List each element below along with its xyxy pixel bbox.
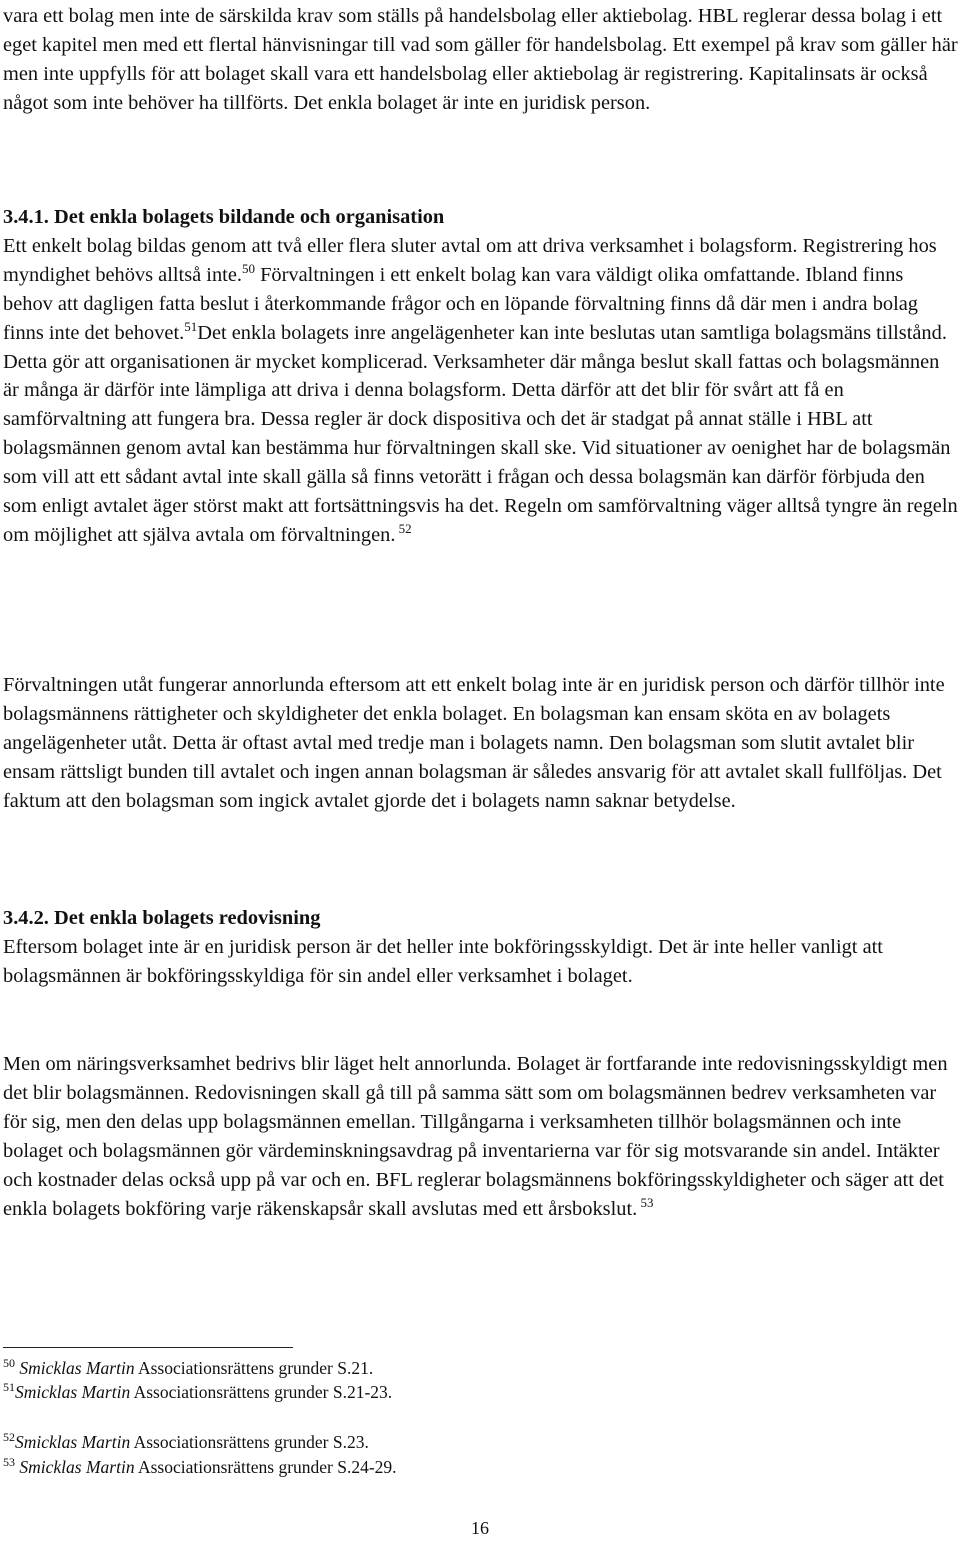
section-3-4-1 [3, 203, 958, 550]
paragraph-text: Ett enkelt bolag bildas genom att två eller flera sluter avtal om att driva verksamhet i bolagsform. Registrering hos myndighet behövs alltså inte. [3, 234, 937, 286]
section-3-4-2-paragraph-2 [3, 1050, 958, 1223]
footnote-author: Smicklas Martin [19, 1457, 135, 1477]
section-3-4-1-paragraph-2 [3, 671, 958, 816]
section-heading-3-4-2: 3.4.2. Det enkla bolagets redovisning [3, 907, 321, 929]
intro-paragraph [3, 2, 958, 118]
section-3-4-2 [3, 904, 958, 991]
footnote-50 [3, 1356, 903, 1380]
footnote-author: Smicklas Martin [15, 1432, 131, 1452]
footnote-ref-53[interactable]: 53 [637, 1194, 654, 1210]
footnote-separator [3, 1347, 293, 1348]
paragraph-text: Men om näringsverksamhet bedrivs blir läget helt annorlunda. Bolaget är fortfarande inte redovisningsskyldigt men det blir bolagsmännen. Redovisningen skall gå till på samma sätt som om bolagsmännen bedrev verksamheten var för sig, men den delas upp bolagsmännen emellan. Tillgångarna i verksamheten tillhör bolagsmännen och inte bolaget och bolagsmännen gör värdeminskningsavdrag på inventarierna var för sig motsvarande sin andel. Intäkter och kostnader delas också upp på var och en. BFL reglerar bolagsmännens bokföringsskyldigheter och säger att det enkla bolagets bokföring varje räkenskapsår skall avslutas med ett årsbokslut. [3, 1053, 948, 1220]
footnote-author: Smicklas Martin [19, 1358, 135, 1378]
footnote-text: Associationsrättens grunder S.24-29. [134, 1457, 397, 1477]
intro-text-1: vara ett bolag men inte de särskilda krav som ställs på handelsbolag eller aktiebolag. HBL reglerar dessa bolag i ett eget kapitel men med ett flertal hänvisningar till vad som gäller för handelsbolag. [3, 5, 943, 56]
section-heading-3-4-1: 3.4.1. Det enkla bolagets bildande och organisation [3, 206, 445, 228]
footnote-text: Associationsrättens grunder S.23. [130, 1432, 369, 1452]
footnote-text: Associationsrättens grunder S.21. [134, 1358, 374, 1378]
footnote-number: 53 [3, 1455, 15, 1469]
footnote-ref-52[interactable]: 52 [395, 520, 412, 536]
footnote-ref-50[interactable]: 50 [241, 260, 255, 276]
paragraph-text: Förvaltningen utåt fungerar annorlunda eftersom att ett enkelt bolag inte är en juridisk person och därför tillhör inte bolagsmännens rättigheter och skyldigheter det enkla bolaget. En bolagsman kan ensam sköta en av bolagets angelägenheter utåt. Detta är oftast avtal med tredje man i bolagets namn. Den bolagsman som slutit avtalet blir ensam rättsligt bunden till avtalet och ingen annan bolagsman är således ansvarig för att avtalet skall fullföljas. Det faktum att den bolagsman som ingick avtalet gjorde det i bolagets namn saknar betydelse. [3, 674, 945, 812]
footnote-number: 52 [3, 1430, 15, 1444]
paragraph-text: Det enkla bolagets inre angelägenheter kan inte beslutas utan samtliga bolagsmäns tillstånd. Detta gör att organisationen är mycket komplicerad. Verksamheter där många beslut skall fattas och bolagsmännen är många är därför inte lämpliga att driva i denna bolagsform. Detta därför att det blir för svårt att få en samförvaltning att fungera bra. Dessa regler är dock dispositiva och det är stadgat på annat ställe i HBL att bolagsmännen genom avtal kan bestämma hur förvaltningen skall ske. Vid situationer av oenighet har de bolagsmän som vill att ett sådant avtal inte skall gälla så finns vetorätt i frågan och dessa bolagsmän kan därför förbjuda den som enligt avtalet äger störst makt att fortsättningsvis ha det. Regeln om samförvaltning väger alltså tyngre än regeln om möjlighet att själva avtala om förvaltningen. [3, 321, 958, 546]
footnote-text: Associationsrättens grunder S.21-23. [130, 1382, 393, 1402]
footnote-51 [3, 1380, 903, 1404]
section-3-4-1-paragraph-1 [3, 232, 958, 550]
page-number: 16 [471, 1518, 489, 1538]
footnote-number: 50 [3, 1356, 15, 1370]
footnote-53 [3, 1455, 903, 1479]
intro-text-2: Ett exempel på krav som gäller här men inte uppfylls för att bolaget skall vara ett handelsbolag eller aktiebolag är registrering. Kapitalinsats är också något som inte behöver ha tillförts. Det enkla bolaget är inte en juridisk person. [3, 33, 958, 114]
section-3-4-2-paragraph-1: Eftersom bolaget inte är en juridisk person är det heller inte bokföringsskyldigt. Det är inte heller vanligt att bolagsmännen är bokföringsskyldiga för sin andel eller verksamhet i bolaget. [3, 935, 883, 987]
footnote-number: 51 [3, 1380, 15, 1394]
paragraph-text: Förvaltningen i ett enkelt bolag kan vara väldigt olika omfattande. Ibland finns behov att dagligen fatta beslut i återkommande frågor och en löpande förvaltning finns då där men i andra bolag finns inte det behovet. [3, 263, 918, 344]
footnote-author: Smicklas Martin [15, 1382, 131, 1402]
footnote-52 [3, 1430, 903, 1454]
footnote-ref-51[interactable]: 51 [184, 318, 198, 334]
